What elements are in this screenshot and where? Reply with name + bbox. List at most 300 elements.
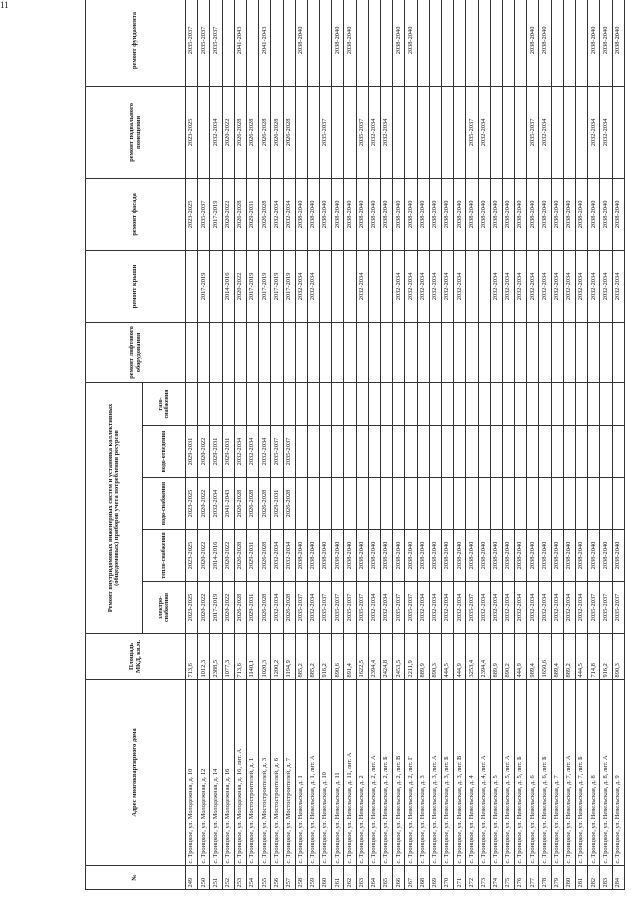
heat-cell: 2038-2040	[576, 530, 588, 582]
table-row	[539, 0, 551, 890]
area-cell: 1012,3	[198, 634, 210, 680]
roof-cell: 2032-2034	[441, 250, 453, 322]
table-row	[502, 0, 514, 890]
electricity-cell: 2026-2028	[259, 582, 271, 634]
facade-cell: 2032-2034	[283, 178, 295, 250]
foundation-cell	[441, 0, 453, 86]
water-supply-cell	[478, 478, 490, 530]
elevator-cell	[381, 322, 393, 382]
electricity-cell: 2035-2037	[588, 582, 600, 634]
address-cell: с. Троицкое, ул. Молодежная, д. 14	[210, 680, 222, 866]
water-drain-cell	[576, 426, 588, 478]
facade-cell: 2038-2040	[429, 178, 441, 250]
table-row	[600, 0, 612, 890]
gas-cell	[490, 382, 502, 425]
gas-cell	[186, 382, 198, 425]
gas-cell	[393, 382, 405, 425]
foundation-cell: 2038-2040	[539, 0, 551, 86]
gas-cell	[210, 382, 222, 425]
gas-cell	[429, 382, 441, 425]
electricity-cell: 2032-2034	[551, 582, 563, 634]
water-drain-cell	[441, 426, 453, 478]
facade-cell: 2038-2040	[502, 178, 514, 250]
address-cell: с. Троицкое, ул. Невельская, д. 7	[551, 680, 563, 866]
row-number: 249	[186, 866, 198, 890]
area-cell: 890,6	[332, 634, 344, 680]
elevator-cell	[466, 322, 478, 382]
basement-cell: 2032-2034	[539, 86, 551, 178]
electricity-cell: 2029-2031	[246, 582, 258, 634]
foundation-cell: 2038-2040	[344, 0, 356, 86]
address-cell: с. Троицкое, ул. Невельская, д. 2, лит. Б	[381, 680, 393, 866]
area-cell: 1140,1	[246, 634, 258, 680]
row-number: 265	[381, 866, 393, 890]
address-cell: с. Троицкое, ул. Невельская, д. 2	[356, 680, 368, 866]
elevator-cell	[527, 322, 539, 382]
water-supply-cell	[368, 478, 380, 530]
area-cell: 889,9	[417, 634, 429, 680]
gas-cell	[222, 382, 234, 425]
elevator-cell	[600, 322, 612, 382]
elevator-cell	[539, 322, 551, 382]
roof-cell: 2017-2019	[246, 250, 258, 322]
address-cell: с. Троицкое, ул. Молодежная, д. 12	[198, 680, 210, 866]
electricity-cell: 2032-2034	[381, 582, 393, 634]
rotated-table-wrapper	[85, 11, 621, 890]
capital-repair-schedule-table	[85, 0, 625, 890]
address-cell: с. Троицкое, ул. Невельская, д. 6, лит. Б	[539, 680, 551, 866]
electricity-cell: 2026-2028	[234, 582, 246, 634]
address-cell: с. Троицкое, ул. Невельская, д. 3, лит. Б	[441, 680, 453, 866]
area-cell: 444,5	[441, 634, 453, 680]
foundation-cell: 2035-2037	[186, 0, 198, 86]
area-cell: 889,2	[563, 634, 575, 680]
foundation-cell: 2038-2040	[295, 0, 307, 86]
area-cell: 2394,4	[478, 634, 490, 680]
elevator-cell	[417, 322, 429, 382]
water-drain-cell: 2032-2034	[246, 426, 258, 478]
address-cell: с. Троицкое, ул. Мостостроителей, д. 1	[246, 680, 258, 866]
electricity-cell: 2032-2034	[515, 582, 527, 634]
facade-cell: 2020-2022	[222, 178, 234, 250]
table-row	[612, 0, 624, 890]
facade-cell: 2038-2040	[454, 178, 466, 250]
table-row	[368, 0, 380, 890]
foundation-cell: 2035-2037	[198, 0, 210, 86]
water-supply-cell: 2026-2028	[234, 478, 246, 530]
electricity-cell: 2020-2022	[198, 582, 210, 634]
row-number: 284	[612, 866, 624, 890]
gas-cell	[576, 382, 588, 425]
water-supply-cell	[551, 478, 563, 530]
basement-cell: 2035-2037	[320, 86, 332, 178]
basement-cell	[551, 86, 563, 178]
basement-cell: 2032-2034	[210, 86, 222, 178]
electricity-cell: 2035-2037	[393, 582, 405, 634]
basement-cell	[417, 86, 429, 178]
elevator-cell	[186, 322, 198, 382]
water-drain-cell	[307, 426, 319, 478]
heat-cell: 2038-2040	[344, 530, 356, 582]
water-drain-cell	[368, 426, 380, 478]
facade-cell: 2038-2040	[539, 178, 551, 250]
foundation-cell	[356, 0, 368, 86]
facade-cell: 2035-2037	[198, 178, 210, 250]
gas-cell	[612, 382, 624, 425]
basement-cell	[454, 86, 466, 178]
area-cell: 1020,3	[259, 634, 271, 680]
roof-cell: 2032-2034	[563, 250, 575, 322]
address-cell: с. Троицкое, ул. Мостостроителей, д. 3	[259, 680, 271, 866]
facade-cell: 2038-2040	[405, 178, 417, 250]
table-row	[466, 0, 478, 890]
roof-cell: 2032-2034	[417, 250, 429, 322]
table-row	[320, 0, 332, 890]
foundation-cell	[490, 0, 502, 86]
heat-cell: 2038-2040	[466, 530, 478, 582]
basement-cell	[515, 86, 527, 178]
water-supply-cell	[295, 478, 307, 530]
foundation-cell	[466, 0, 478, 86]
row-number: 274	[490, 866, 502, 890]
basement-cell	[502, 86, 514, 178]
row-number: 266	[393, 866, 405, 890]
area-cell: 889,4	[551, 634, 563, 680]
water-drain-cell	[527, 426, 539, 478]
roof-cell	[381, 250, 393, 322]
heat-cell: 2038-2040	[405, 530, 417, 582]
elevator-cell	[246, 322, 258, 382]
gas-cell	[563, 382, 575, 425]
elevator-cell	[368, 322, 380, 382]
roof-cell: 2032-2034	[576, 250, 588, 322]
gas-cell	[441, 382, 453, 425]
address-cell: с. Троицкое, ул. Невельская, д. 6	[527, 680, 539, 866]
elevator-cell	[271, 322, 283, 382]
row-number: 259	[307, 866, 319, 890]
water-drain-cell: 2032-2034	[234, 426, 246, 478]
row-number: 275	[502, 866, 514, 890]
roof-cell: 2032-2034	[588, 250, 600, 322]
basement-cell: 2032-2034	[381, 86, 393, 178]
area-cell: 890,2	[502, 634, 514, 680]
electricity-cell: 2032-2034	[454, 582, 466, 634]
area-cell: 885,2	[295, 634, 307, 680]
facade-cell: 2038-2040	[320, 178, 332, 250]
elevator-cell	[320, 322, 332, 382]
address-cell: с. Троицкое, ул. Невельская, д. 8	[588, 680, 600, 866]
foundation-cell	[478, 0, 490, 86]
electricity-cell: 2032-2034	[502, 582, 514, 634]
water-drain-cell	[332, 426, 344, 478]
water-supply-cell	[539, 478, 551, 530]
roof-cell: 2032-2034	[527, 250, 539, 322]
electricity-cell: 2035-2037	[332, 582, 344, 634]
area-cell: 2211,9	[405, 634, 417, 680]
basement-cell: 2032-2034	[600, 86, 612, 178]
area-cell: 1194,9	[283, 634, 295, 680]
roof-cell: 2017-2019	[271, 250, 283, 322]
heat-cell: 2038-2040	[307, 530, 319, 582]
water-supply-cell	[332, 478, 344, 530]
foundation-cell	[502, 0, 514, 86]
heat-cell: 2038-2040	[332, 530, 344, 582]
gas-cell	[271, 382, 283, 425]
water-drain-cell	[344, 426, 356, 478]
gas-cell	[381, 382, 393, 425]
foundation-cell	[246, 0, 258, 86]
row-number: 261	[332, 866, 344, 890]
water-supply-cell	[612, 478, 624, 530]
row-number: 257	[283, 866, 295, 890]
table-row	[210, 0, 222, 890]
table-row	[429, 0, 441, 890]
address-cell: с. Троицкое, ул. Невельская, д. 2, лит. Г	[405, 680, 417, 866]
roof-cell: 2032-2034	[295, 250, 307, 322]
row-number: 254	[246, 866, 258, 890]
water-drain-cell	[320, 426, 332, 478]
heat-cell: 2038-2040	[588, 530, 600, 582]
area-cell: 916,2	[600, 634, 612, 680]
foundation-cell	[320, 0, 332, 86]
table-row	[344, 0, 356, 890]
heat-cell: 2038-2040	[600, 530, 612, 582]
roof-cell	[320, 250, 332, 322]
area-cell: 2424,8	[381, 634, 393, 680]
gas-cell	[198, 382, 210, 425]
area-cell: 444,9	[515, 634, 527, 680]
water-drain-cell	[612, 426, 624, 478]
address-cell: с. Троицкое, ул. Молодежная, д. 16	[222, 680, 234, 866]
heat-cell: 2038-2040	[381, 530, 393, 582]
elevator-cell	[612, 322, 624, 382]
water-drain-cell	[429, 426, 441, 478]
water-supply-cell	[588, 478, 600, 530]
facade-cell: 2038-2040	[356, 178, 368, 250]
elevator-cell	[490, 322, 502, 382]
table-row	[441, 0, 453, 890]
table-row	[588, 0, 600, 890]
foundation-cell: 2038-2040	[527, 0, 539, 86]
elevator-cell	[502, 322, 514, 382]
roof-cell: 2032-2034	[405, 250, 417, 322]
table-row	[405, 0, 417, 890]
foundation-cell: 2041-2043	[234, 0, 246, 86]
basement-cell	[198, 86, 210, 178]
water-drain-cell: 2029-2031	[210, 426, 222, 478]
row-number: 263	[356, 866, 368, 890]
facade-cell: 2038-2040	[576, 178, 588, 250]
address-cell: с. Троицкое, ул. Невельская, д. 7, лит. Б	[576, 680, 588, 866]
header-facade: ремонт фасада	[86, 178, 186, 250]
area-cell: 714,8	[588, 634, 600, 680]
address-cell: с. Троицкое, ул. Невельская, д. 1	[295, 680, 307, 866]
header-area: Площадь МКД, кв.м.	[86, 634, 186, 680]
table-row	[393, 0, 405, 890]
gas-cell	[527, 382, 539, 425]
water-supply-cell: 2023-2025	[186, 478, 198, 530]
water-drain-cell	[478, 426, 490, 478]
address-cell: с. Троицкое, ул. Невельская, д. 3, лит. В	[454, 680, 466, 866]
water-supply-cell	[381, 478, 393, 530]
area-cell: 2453,5	[393, 634, 405, 680]
header-elevator: ремонт лифтового оборудования	[86, 322, 186, 382]
electricity-cell: 2032-2034	[539, 582, 551, 634]
table-row	[198, 0, 210, 890]
basement-cell	[563, 86, 575, 178]
heat-cell: 2038-2040	[393, 530, 405, 582]
roof-cell: 2032-2034	[429, 250, 441, 322]
heat-cell: 2038-2040	[539, 530, 551, 582]
water-supply-cell	[490, 478, 502, 530]
electricity-cell: 2017-2019	[210, 582, 222, 634]
water-drain-cell	[600, 426, 612, 478]
table-row	[307, 0, 319, 890]
elevator-cell	[515, 322, 527, 382]
heat-cell: 2038-2040	[612, 530, 624, 582]
facade-cell: 2038-2040	[307, 178, 319, 250]
heat-cell: 2038-2040	[515, 530, 527, 582]
basement-cell	[429, 86, 441, 178]
row-number: 279	[551, 866, 563, 890]
facade-cell: 2023-2025	[186, 178, 198, 250]
basement-cell: 2035-2037	[527, 86, 539, 178]
electricity-cell: 2032-2034	[563, 582, 575, 634]
basement-cell	[344, 86, 356, 178]
row-number: 273	[478, 866, 490, 890]
area-cell: 890,3	[429, 634, 441, 680]
electricity-cell: 2032-2034	[576, 582, 588, 634]
area-cell: 989,4	[527, 634, 539, 680]
table-row	[222, 0, 234, 890]
roof-cell	[186, 250, 198, 322]
facade-cell: 2038-2040	[393, 178, 405, 250]
water-supply-cell: 2026-2028	[283, 478, 295, 530]
row-number: 267	[405, 866, 417, 890]
address-cell: с. Троицкое, ул. Невельская, д. 4, лит. А	[478, 680, 490, 866]
table-row	[283, 0, 295, 890]
address-cell: с. Троицкое, ул. Невельская, д. 2, лит. В	[393, 680, 405, 866]
roof-cell: 2032-2034	[600, 250, 612, 322]
elevator-cell	[454, 322, 466, 382]
gas-cell	[466, 382, 478, 425]
electricity-cell: 2032-2034	[271, 582, 283, 634]
row-number: 268	[417, 866, 429, 890]
table-row	[381, 0, 393, 890]
basement-cell: 2035-2037	[356, 86, 368, 178]
elevator-cell	[222, 322, 234, 382]
foundation-cell: 2038-2040	[588, 0, 600, 86]
heat-cell: 2014-2016	[210, 530, 222, 582]
water-supply-cell	[320, 478, 332, 530]
basement-cell	[295, 86, 307, 178]
address-cell: с. Троицкое, ул. Невельская, д. 3	[417, 680, 429, 866]
elevator-cell	[234, 322, 246, 382]
gas-cell	[283, 382, 295, 425]
elevator-cell	[344, 322, 356, 382]
address-cell: с. Троицкое, ул. Невельская, д. 5, лит. А	[502, 680, 514, 866]
gas-cell	[478, 382, 490, 425]
basement-cell: 2026-2028	[246, 86, 258, 178]
row-number: 253	[234, 866, 246, 890]
row-number: 272	[466, 866, 478, 890]
water-supply-cell	[502, 478, 514, 530]
facade-cell: 2038-2040	[563, 178, 575, 250]
foundation-cell: 2035-2037	[210, 0, 222, 86]
elevator-cell	[441, 322, 453, 382]
gas-cell	[417, 382, 429, 425]
water-supply-cell	[417, 478, 429, 530]
roof-cell: 2020-2022	[234, 250, 246, 322]
facade-cell: 2038-2040	[466, 178, 478, 250]
facade-cell: 2032-2034	[271, 178, 283, 250]
roof-cell	[368, 250, 380, 322]
basement-cell: 2032-2034	[368, 86, 380, 178]
roof-cell	[344, 250, 356, 322]
heat-cell: 2038-2040	[490, 530, 502, 582]
address-cell: с. Троицкое, ул. Невельская, д. 5, лит. Б	[515, 680, 527, 866]
area-cell: 2388,5	[210, 634, 222, 680]
area-cell: 1650,6	[539, 634, 551, 680]
area-cell: 916,2	[320, 634, 332, 680]
row-number: 271	[454, 866, 466, 890]
roof-cell	[478, 250, 490, 322]
foundation-cell	[576, 0, 588, 86]
heat-cell: 2023-2025	[186, 530, 198, 582]
address-cell: с. Троицкое, ул. Молодежная, д. 16, лит. А	[234, 680, 246, 866]
heat-cell: 2038-2040	[551, 530, 563, 582]
elevator-cell	[295, 322, 307, 382]
water-drain-cell	[417, 426, 429, 478]
page-number: 11	[0, 0, 9, 10]
address-cell: с. Троицкое, ул. Невельская, д. 5	[490, 680, 502, 866]
heat-cell: 2032-2034	[271, 530, 283, 582]
foundation-cell	[307, 0, 319, 86]
water-supply-cell	[527, 478, 539, 530]
table-row	[186, 0, 198, 890]
address-cell: с. Троицкое, ул. Мостостроителей, д. 6	[271, 680, 283, 866]
header-roof: ремонт крыши	[86, 250, 186, 322]
water-drain-cell	[295, 426, 307, 478]
area-cell: 444,9	[454, 634, 466, 680]
basement-cell	[576, 86, 588, 178]
header-heat: тепло-снабжения	[143, 530, 186, 582]
row-number: 282	[588, 866, 600, 890]
gas-cell	[539, 382, 551, 425]
water-drain-cell	[502, 426, 514, 478]
foundation-cell: 2038-2040	[332, 0, 344, 86]
electricity-cell: 2035-2037	[356, 582, 368, 634]
table-row	[527, 0, 539, 890]
table-row	[417, 0, 429, 890]
foundation-cell	[222, 0, 234, 86]
water-supply-cell	[466, 478, 478, 530]
facade-cell: 2038-2040	[478, 178, 490, 250]
facade-cell: 2029-2031	[246, 178, 258, 250]
area-cell: 3253,4	[466, 634, 478, 680]
row-number: 252	[222, 866, 234, 890]
electricity-cell: 2035-2037	[320, 582, 332, 634]
foundation-cell	[515, 0, 527, 86]
facade-cell: 2038-2040	[527, 178, 539, 250]
roof-cell	[466, 250, 478, 322]
row-number: 283	[600, 866, 612, 890]
heat-cell: 2038-2040	[563, 530, 575, 582]
row-number: 264	[368, 866, 380, 890]
elevator-cell	[576, 322, 588, 382]
foundation-cell: 2041-2043	[259, 0, 271, 86]
gas-cell	[234, 382, 246, 425]
